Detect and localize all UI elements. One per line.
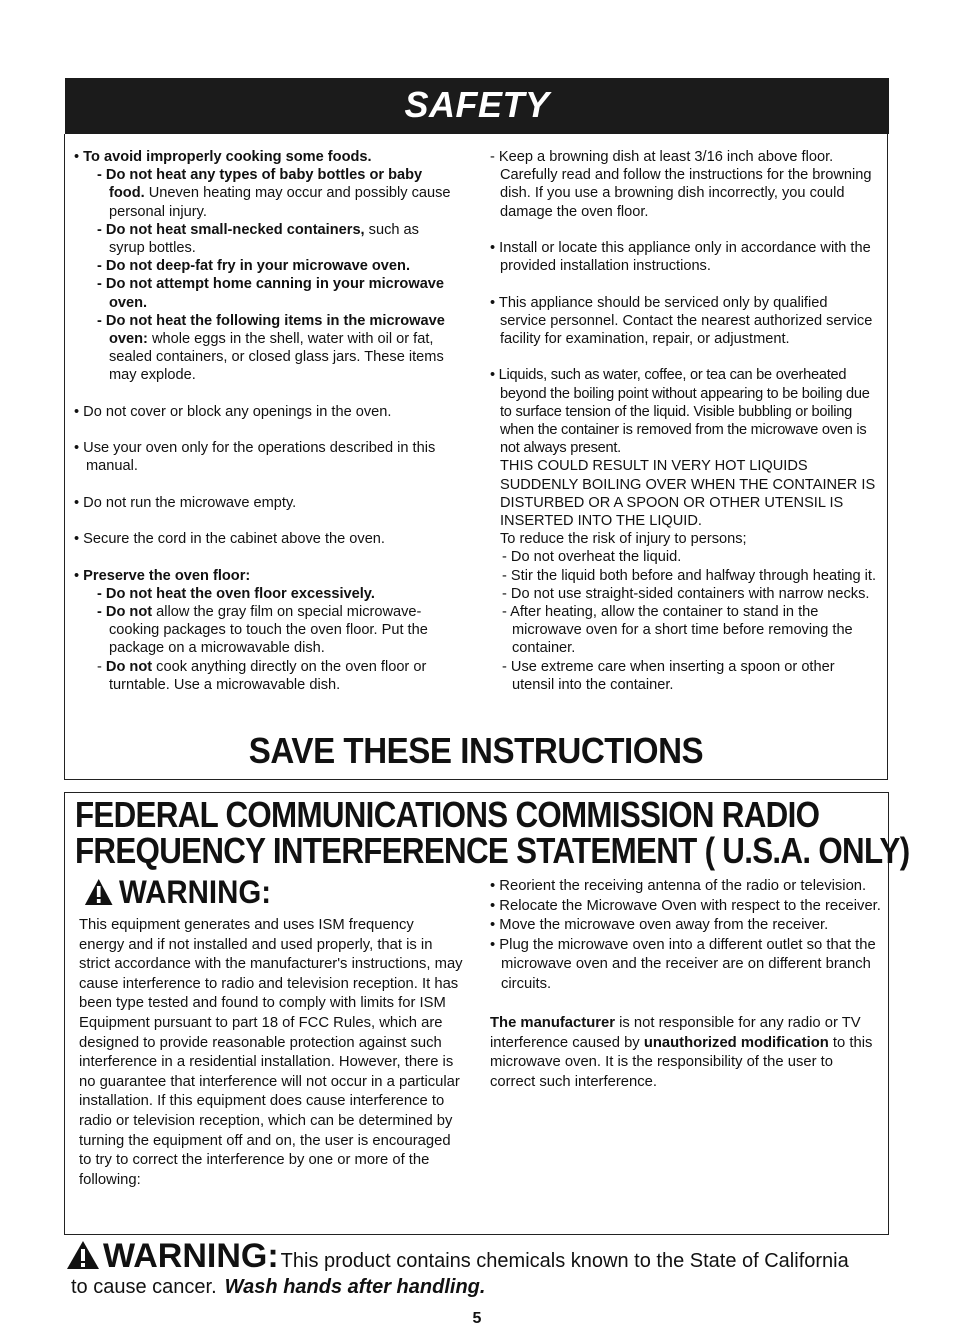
california-warning-label: WARNING: bbox=[103, 1237, 279, 1275]
safety-title: SAFETY bbox=[404, 84, 550, 125]
bullet-run-empty: • Do not run the microwave empty. bbox=[74, 494, 297, 511]
bullet-install: • Install or locate this appliance only in accordance with the provided installation instructions. bbox=[490, 240, 871, 275]
liquids-sub-overheat: - Do not overheat the liquid. bbox=[502, 549, 682, 566]
wash-hands-text: Wash hands after handling. bbox=[224, 1276, 486, 1298]
warning-triangle-icon bbox=[84, 878, 113, 906]
liquids-sub-stir: - Stir the liquid both before and halfway through heating it. bbox=[502, 567, 877, 584]
fcc-right-column bbox=[490, 877, 882, 1093]
sub-baby-bottles: - Do not heat any types of baby bottles or baby food. Uneven heating may occur and possibly cause personal injury. bbox=[97, 167, 451, 220]
save-instructions-heading: SAVE THESE INSTRUCTIONS bbox=[248, 730, 704, 771]
fcc-relocate: • Relocate the Microwave Oven with respect to the receiver. bbox=[490, 897, 881, 914]
california-warning-line2 bbox=[71, 1273, 485, 1301]
browning-dish: - Keep a browning dish at least 3/16 inch above floor. Carefully read and follow the instructions for the browning dish. If you use a browning dish incorrectly, you could damage the oven floor. bbox=[490, 149, 872, 220]
safety-right-column bbox=[490, 148, 876, 694]
sub-following-items: - Do not heat the following items in the microwave oven: whole eggs in the shell, water with oil or fat, sealed containers, or closed glass jars. These items may explode. bbox=[97, 312, 445, 384]
california-warning-text: This product contains chemicals known to the State of California bbox=[280, 1250, 849, 1272]
liquids-sub-straight-sided: - Do not use straight-sided containers with narrow necks. bbox=[502, 585, 870, 602]
liquids-sub-extreme-care: - Use extreme care when inserting a spoon or other utensil into the container. bbox=[502, 658, 835, 693]
safety-header-bar bbox=[65, 78, 889, 134]
page-number: 5 bbox=[472, 1310, 482, 1327]
fcc-different-outlet: • Plug the microwave oven into a different outlet so that the microwave oven and the receiver are on different branch circuits. bbox=[490, 936, 876, 992]
warning-triangle-icon bbox=[66, 1240, 100, 1270]
fcc-move-away: • Move the microwave oven away from the receiver. bbox=[490, 917, 829, 934]
bullet-improper-cooking: • To avoid improperly cooking some foods. bbox=[74, 149, 372, 165]
liquids-reduce-risk: To reduce the risk of injury to persons; bbox=[500, 531, 747, 548]
bullet-serviced: • This appliance should be serviced only by qualified service personnel. Contact the nearest authorized service facility for examination, repair, or adjustment. bbox=[490, 294, 873, 347]
liquids-warning-caps: THIS COULD RESULT IN VERY HOT LIQUIDS SUDDENLY BOILING OVER WHEN THE CONTAINER IS DISTURBED OR A SPOON OR OTHER UTENSIL IS INSERTED INTO THE LIQUID. bbox=[500, 458, 876, 530]
fcc-title bbox=[75, 794, 910, 871]
fcc-warning-label: WARNING: bbox=[118, 874, 272, 910]
fcc-reorient: • Reorient the receiving antenna of the radio or television. bbox=[490, 878, 867, 894]
sub-small-necked: - Do not heat small-necked containers, such as syrup bottles. bbox=[97, 221, 419, 257]
bullet-liquids: • Liquids, such as water, coffee, or tea can be overheated beyond the boiling point without appearing to be boiling due to surface tension of the liquid. Visible bubbling or boiling when the container is removed from the microwave oven is not always present. bbox=[490, 367, 870, 457]
fcc-title-line2: FREQUENCY INTERFERENCE STATEMENT ( U.S.A. ONLY) bbox=[75, 830, 910, 871]
fcc-title-line1: FEDERAL COMMUNICATIONS COMMISSION RADIO bbox=[75, 794, 820, 835]
bullet-operations: • Use your oven only for the operations described in this manual. bbox=[74, 440, 436, 475]
fcc-warning-heading bbox=[84, 872, 271, 912]
sub-deep-fat-fry: - Do not deep-fat fry in your microwave oven. bbox=[97, 258, 411, 275]
sub-cook-directly: - Do not cook anything directly on the oven floor or turntable. Use a microwavable dish. bbox=[97, 658, 427, 693]
california-warning-line1 bbox=[66, 1236, 849, 1276]
california-cancer-text: to cause cancer. bbox=[71, 1276, 217, 1298]
bullet-openings: • Do not cover or block any openings in the oven. bbox=[74, 403, 392, 420]
bullet-secure-cord: • Secure the cord in the cabinet above the oven. bbox=[74, 531, 385, 548]
fcc-left-text: This equipment generates and uses ISM frequency energy and if not installed and used properly, that is in strict accordance with the manufacturer's instructions, may cause interference to radio and television reception. It has been type tested and found to comply with limits for ISM Equipment pursuant to part 18 of FCC Rules, which are designed to provide reasonable protection against such interference in a residential installation. However, there is no guarantee that interference will not occur in a particular installation. If this equipment does cause interference to radio or television reception, which can be determined by turning the equipment off and on, the user is encouraged to try to correct the interference by one or more of the following: bbox=[79, 917, 463, 1188]
fcc-manufacturer-note: The manufacturer is not responsible for any radio or TV interference caused by unauthorized modification to this microwave oven. It is the responsibility of the user to correct such interference. bbox=[490, 1015, 873, 1090]
liquids-sub-stand: - After heating, allow the container to stand in the microwave oven for a short time before removing the container. bbox=[502, 604, 853, 657]
sub-gray-film: - Do not allow the gray film on special microwave-cooking packages to touch the oven floor. Put the package on a microwavable dish. bbox=[97, 604, 428, 657]
sub-home-canning: - Do not attempt home canning in your microwave oven. bbox=[97, 276, 445, 311]
bullet-preserve-floor: • Preserve the oven floor: bbox=[74, 567, 251, 584]
safety-left-column bbox=[74, 148, 454, 694]
sub-floor-excessive: - Do not heat the oven floor excessively. bbox=[97, 585, 375, 602]
